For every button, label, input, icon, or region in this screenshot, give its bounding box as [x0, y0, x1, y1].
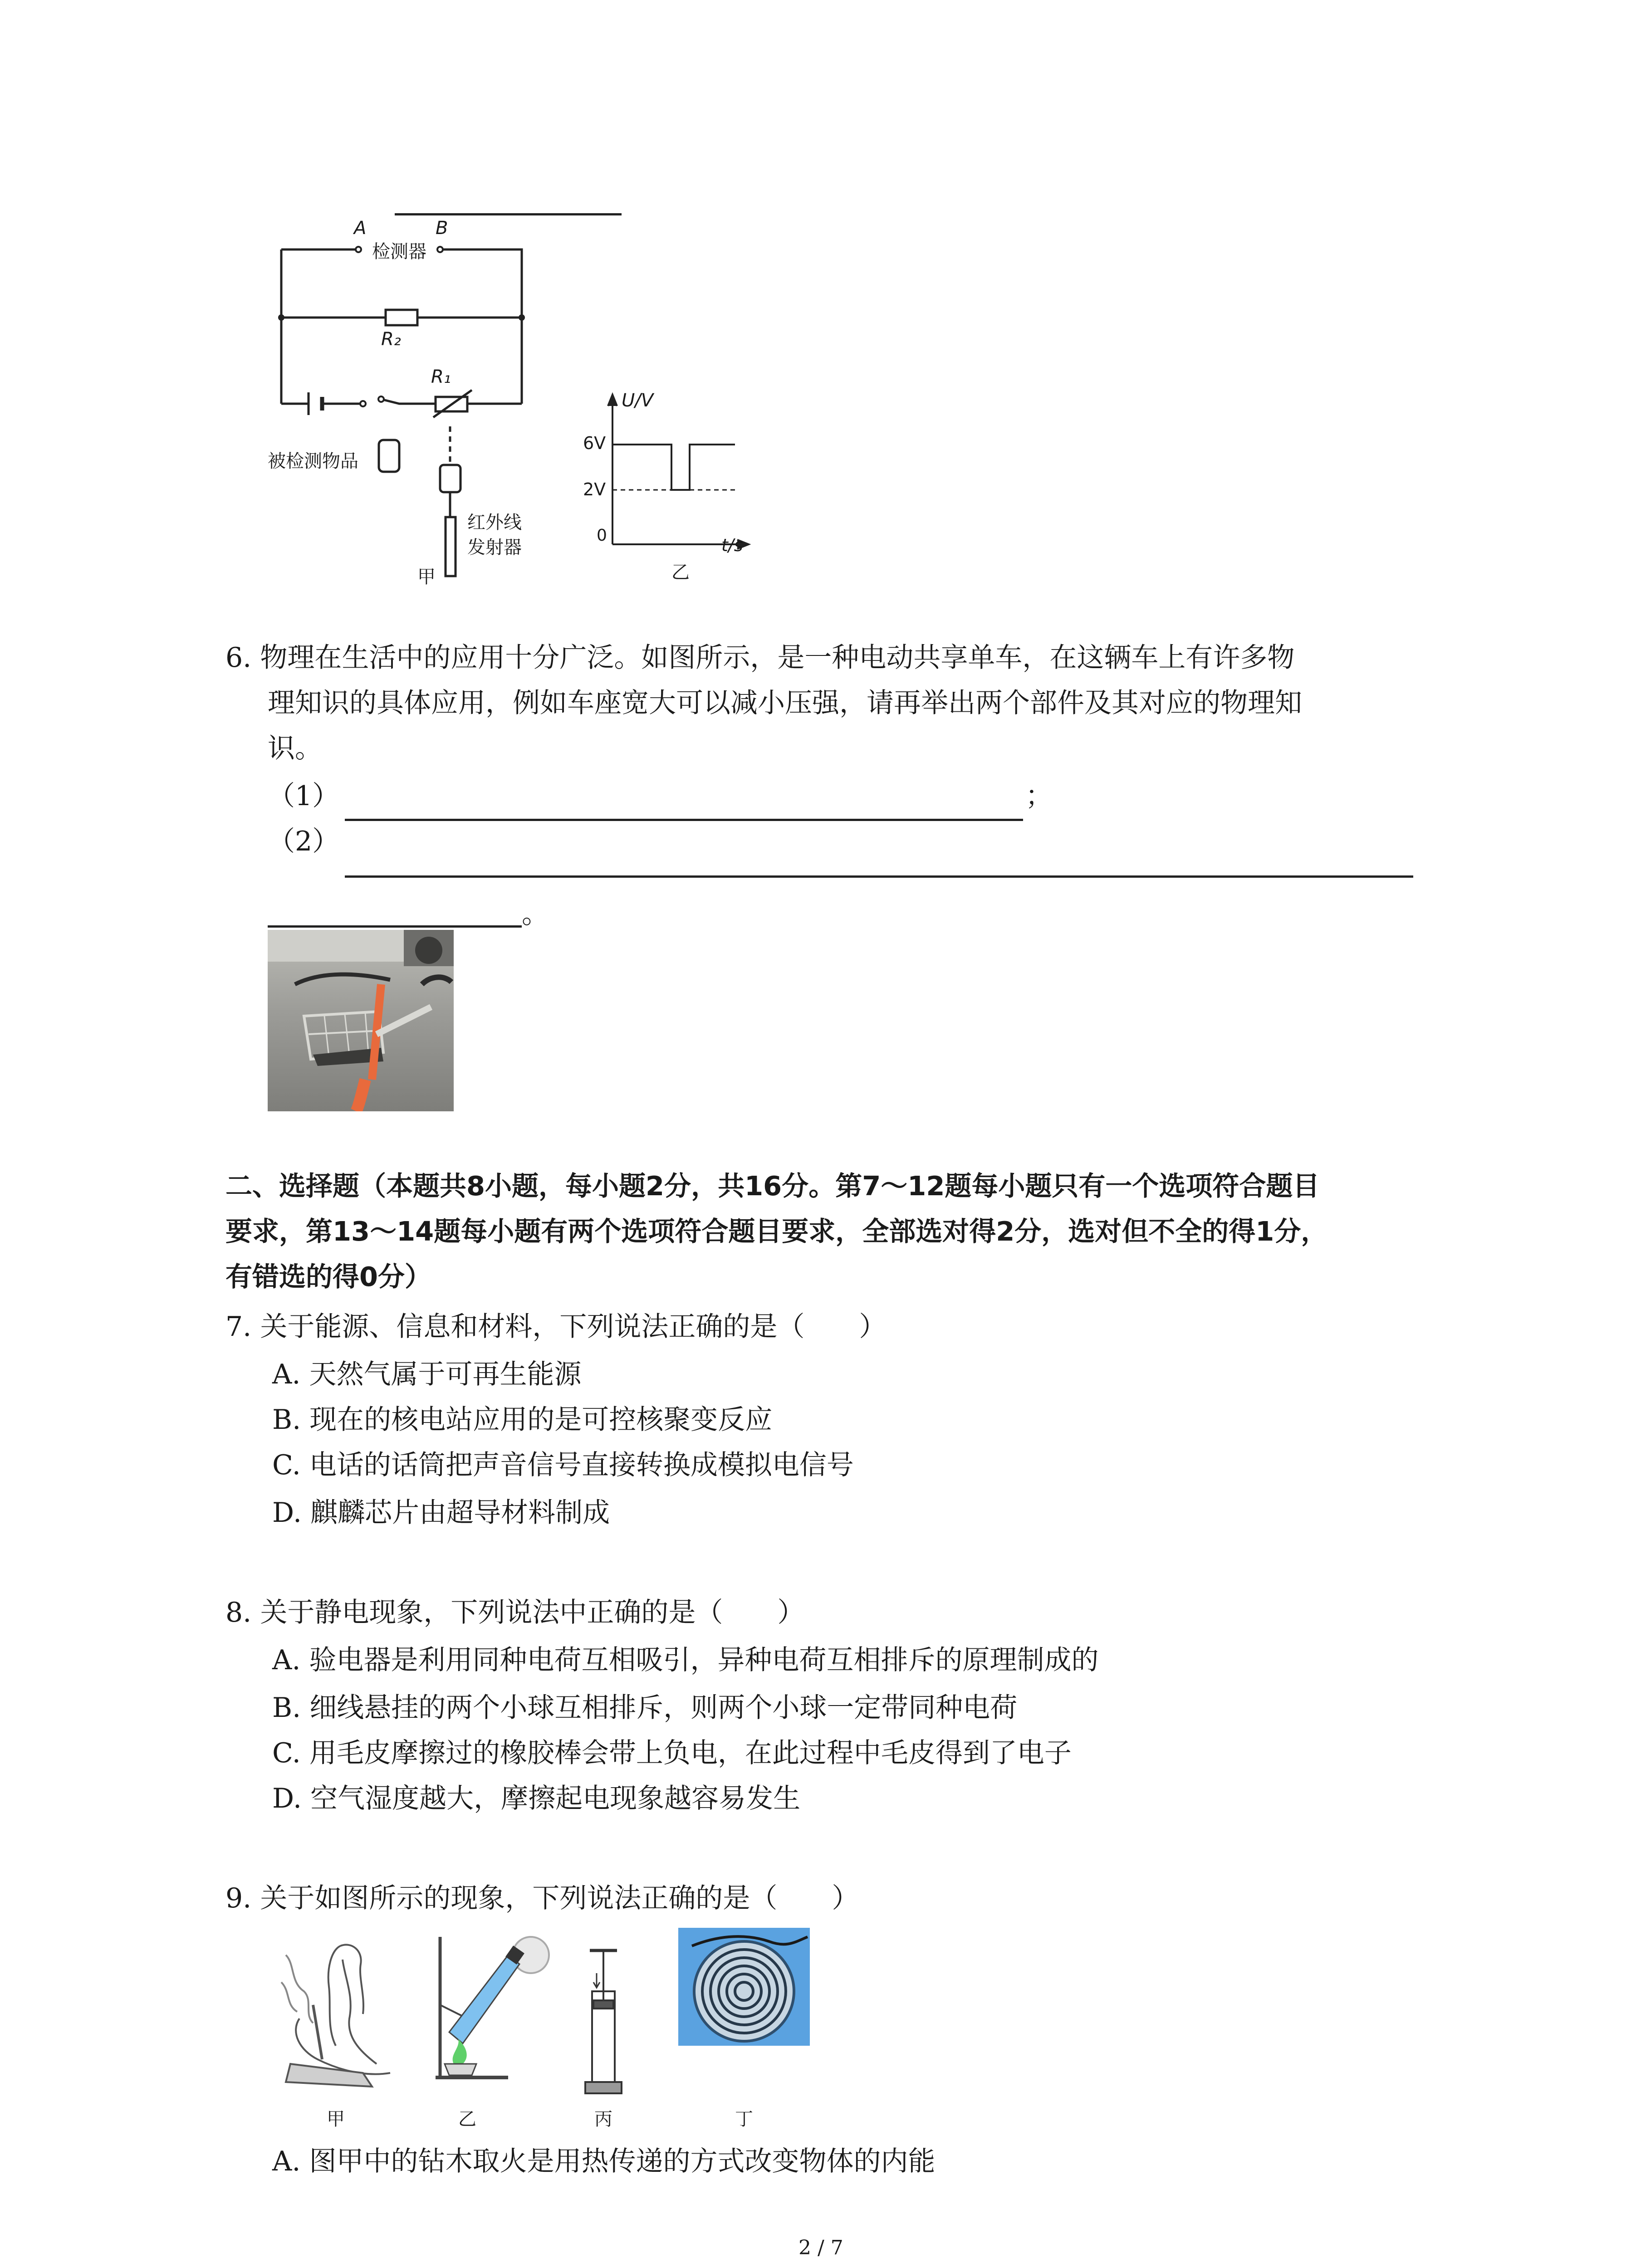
- q6-blank1-end: ；: [1025, 780, 1053, 812]
- q9-caption-bing: 丙: [594, 2109, 612, 2130]
- section2-line-3: 有错选的得0分）: [225, 1261, 432, 1292]
- answer-blank-top: [395, 213, 622, 215]
- figure-caption-yi: 乙: [671, 562, 690, 583]
- r2-label: R₂: [381, 329, 401, 350]
- q6-line-1: 6. 物理在生活中的应用十分广泛。如图所示，是一种电动共享单车，在这辆车上有许多物: [225, 642, 1295, 674]
- graph-tick-2v: 2V: [583, 479, 606, 499]
- q6-blank2-end: 。: [522, 898, 549, 930]
- detector-label: 检测器: [372, 241, 426, 262]
- q7-option-a[interactable]: A. 天然气属于可再生能源: [272, 1359, 582, 1390]
- q6-blank1-label: （1）: [268, 780, 340, 812]
- section2-line-1: 二、选择题（本题共8小题，每小题2分，共16分。第7～12题每小题只有一个选项符合题目: [225, 1170, 1320, 1202]
- q7-stem: 7. 关于能源、信息和材料，下列说法正确的是（ ）: [225, 1311, 887, 1343]
- section2-line-2: 要求，第13～14题每小题有两个选项符合题目要求，全部选对得2分，选对但不全的得1分，: [225, 1216, 1328, 1247]
- figure-air-piston: [576, 1937, 631, 2100]
- graph-x-axis: t/s: [721, 535, 743, 555]
- q8-option-a[interactable]: A. 验电器是利用同种电荷互相吸引，异种电荷互相排斥的原理制成的: [272, 1644, 1099, 1676]
- graph-origin: 0: [597, 526, 607, 545]
- q6-blank2-label: （2）: [268, 826, 340, 857]
- q7-option-d[interactable]: D. 麒麟芯片由超导材料制成: [272, 1497, 610, 1529]
- page-number: 2 / 7: [798, 2236, 843, 2259]
- graph-y-axis: U/V: [622, 390, 654, 411]
- q6-answer-blank-2-cont[interactable]: [268, 925, 522, 928]
- ir-label-1: 红外线: [467, 512, 522, 533]
- figure-test-tube: [417, 1928, 554, 2100]
- shared-bike-photo: [268, 930, 454, 1111]
- q9-option-a[interactable]: A. 图甲中的钻木取火是用热传递的方式改变物体的内能: [272, 2146, 936, 2177]
- r1-label: R₁: [431, 367, 451, 387]
- q8-option-d[interactable]: D. 空气湿度越大，摩擦起电现象越容易发生: [272, 1783, 801, 1814]
- q9-stem: 9. 关于如图所示的现象，下列说法正确的是（ ）: [225, 1882, 859, 1914]
- figure-caption-jia: 甲: [417, 567, 436, 587]
- q7-option-b[interactable]: B. 现在的核电站应用的是可控核聚变反应: [272, 1404, 773, 1436]
- q7-option-c[interactable]: C. 电话的话筒把声音信号直接转换成模拟电信号: [272, 1449, 854, 1481]
- ir-label-2: 发射器: [467, 537, 522, 558]
- q9-caption-jia: 甲: [327, 2109, 345, 2130]
- label-a: A: [354, 218, 367, 239]
- q9-caption-ding: 丁: [735, 2109, 753, 2130]
- q8-option-c[interactable]: C. 用毛皮摩擦过的橡胶棒会带上负电，在此过程中毛皮得到了电子: [272, 1737, 1072, 1769]
- figure-heating-coil: [678, 1928, 810, 2046]
- label-b: B: [436, 218, 448, 239]
- q6-line-2: 理知识的具体应用，例如车座宽大可以减小压强，请再举出两个部件及其对应的物理知: [268, 687, 1302, 719]
- figure-drill-fire: [272, 1928, 399, 2100]
- q6-answer-blank-2[interactable]: [345, 875, 1413, 878]
- q8-stem: 8. 关于静电现象，下列说法中正确的是（ ）: [225, 1597, 805, 1628]
- voltage-time-graph: [599, 390, 762, 553]
- object-label: 被检测物品: [268, 451, 358, 472]
- q6-answer-blank-1[interactable]: [345, 819, 1023, 821]
- q9-caption-yi: 乙: [458, 2109, 476, 2130]
- graph-tick-6v: 6V: [583, 433, 606, 453]
- q8-option-b[interactable]: B. 细线悬挂的两个小球互相排斥，则两个小球一定带同种电荷: [272, 1692, 1018, 1724]
- q6-line-3: 识。: [268, 733, 322, 764]
